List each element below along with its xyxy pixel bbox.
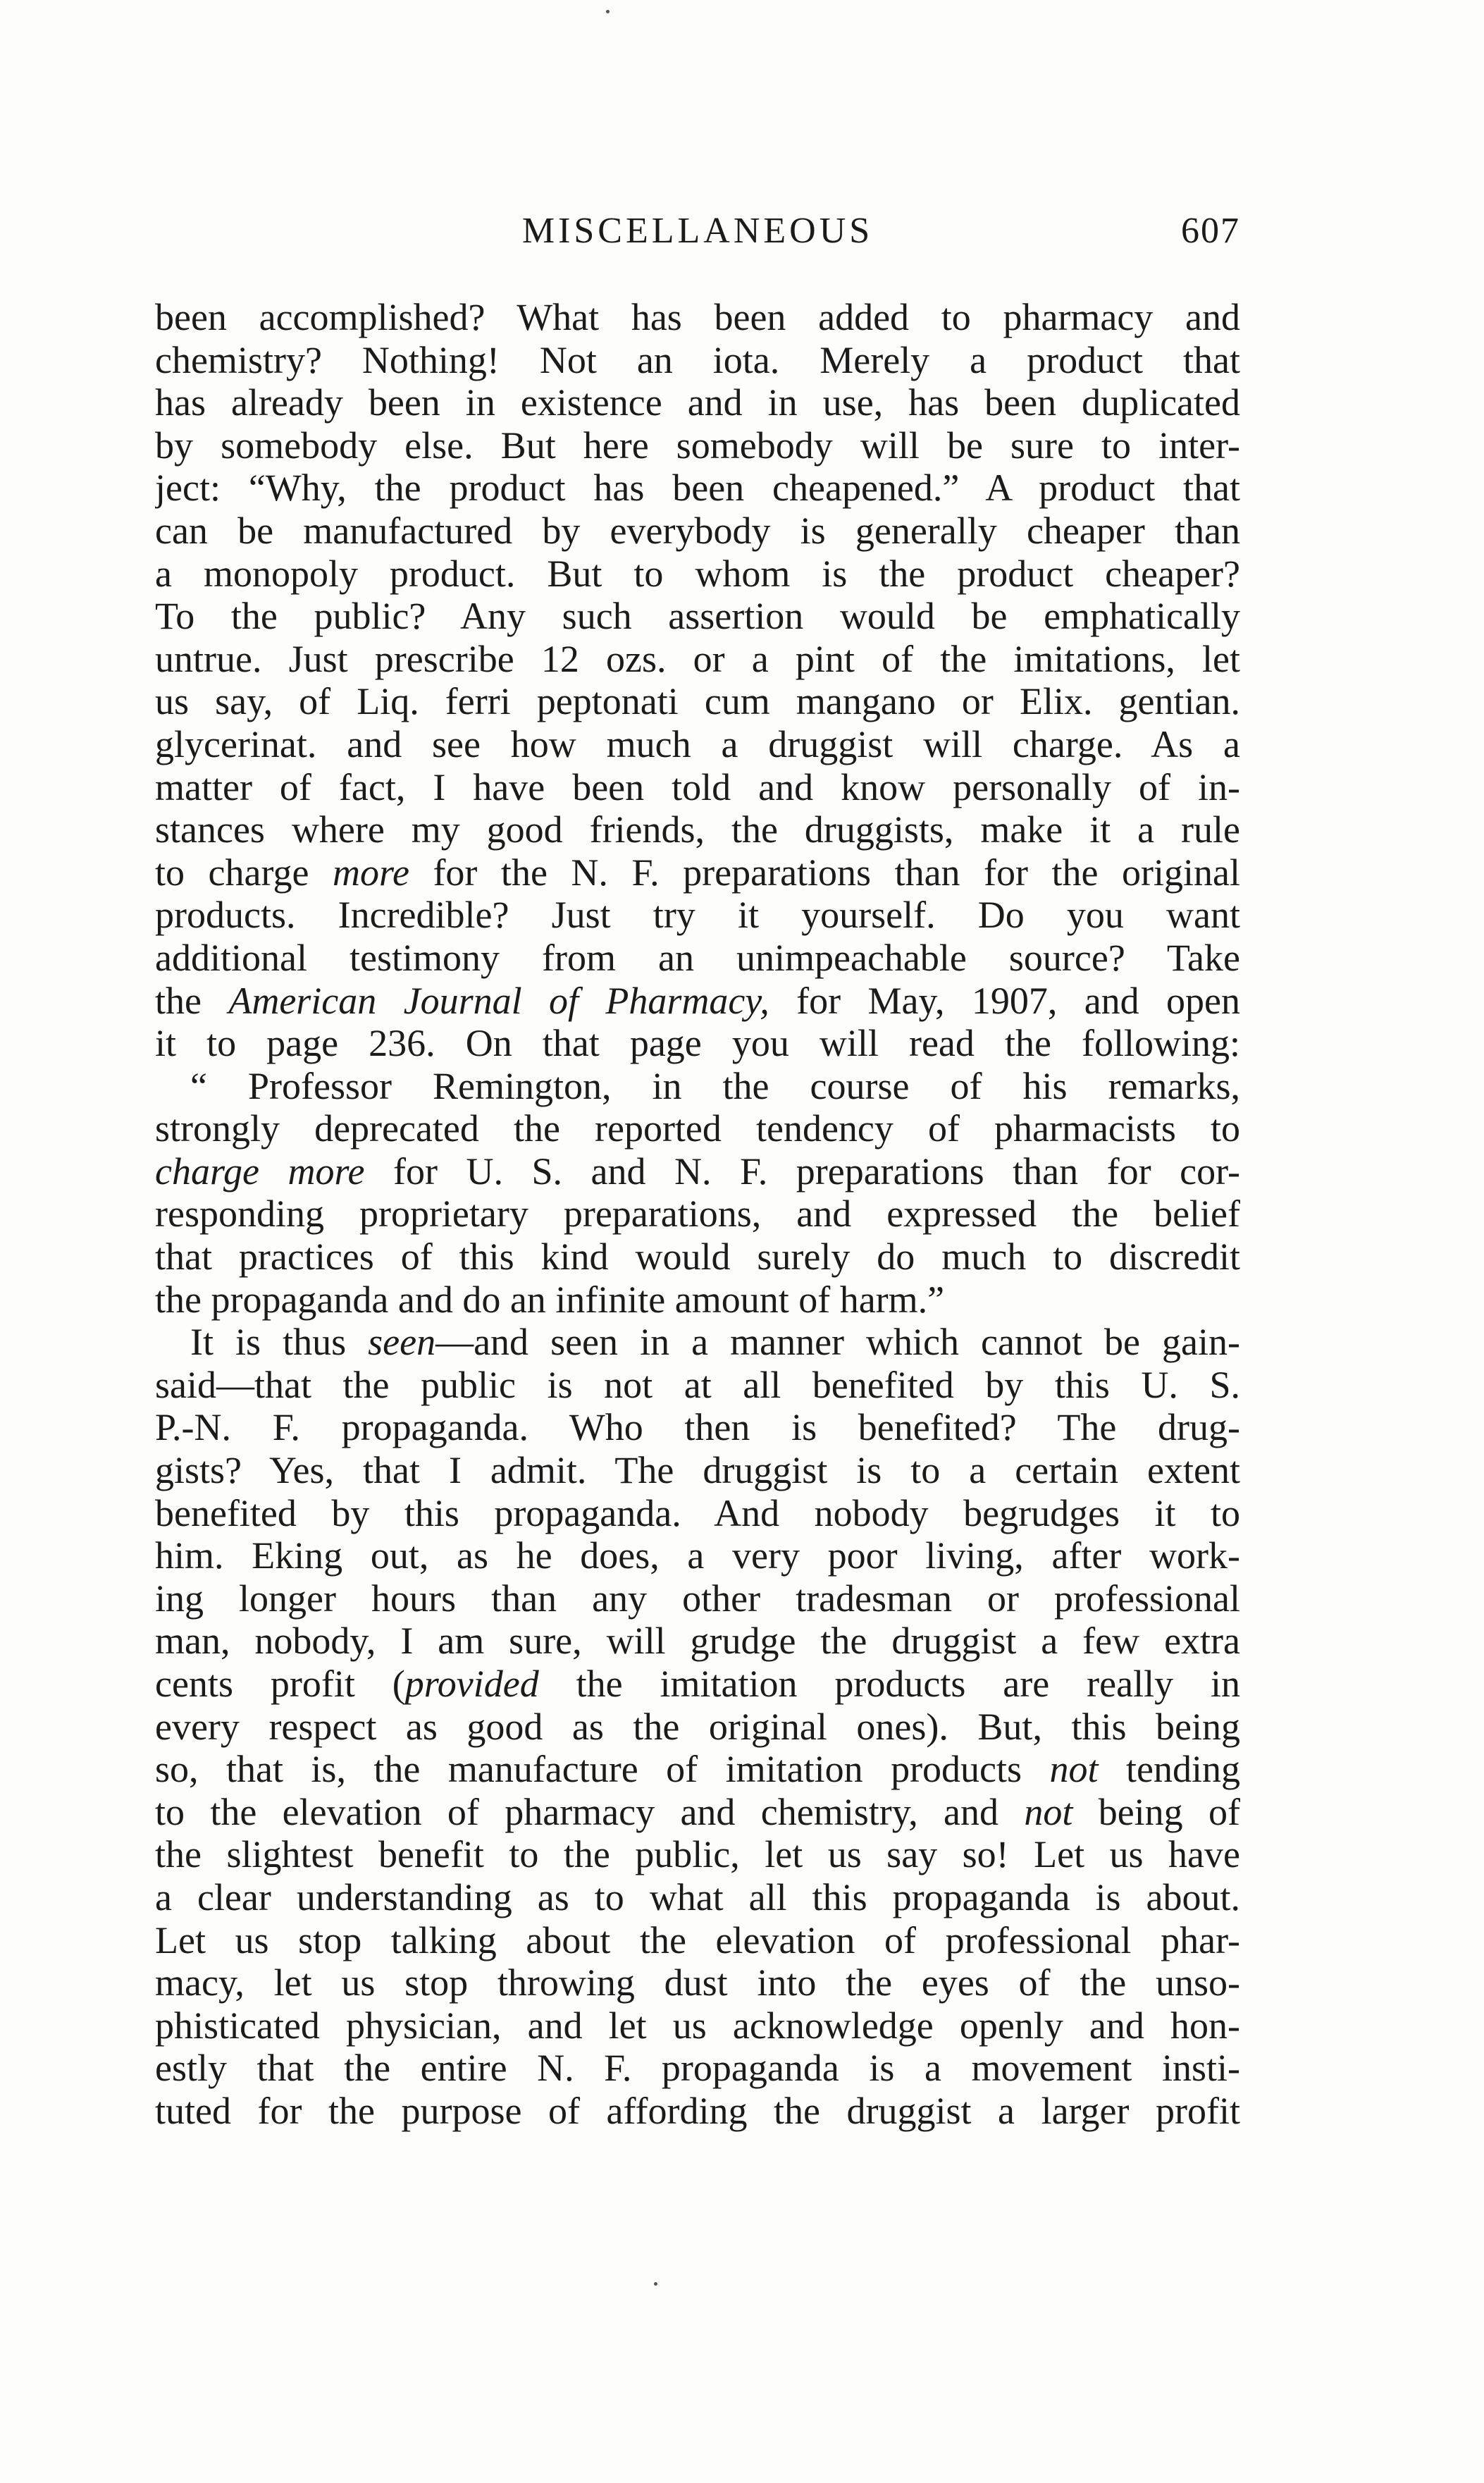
text-line: P.-N. F. propaganda. Who then is benefited? The drug- xyxy=(155,1406,1240,1449)
text-line: has already been in existence and in use, has been duplicated xyxy=(155,381,1240,424)
text-line-with-italic xyxy=(155,1321,1240,1364)
text-line: products. Incredible? Just try it yourself. Do you want xyxy=(155,894,1240,937)
text-line: To the public? Any such assertion would be emphatically xyxy=(155,595,1240,638)
scan-speck xyxy=(606,10,610,13)
text-line: ject: “Why, the product has been cheapened.” A product that xyxy=(155,467,1240,510)
text-line: phisticated physician, and let us acknowledge openly and hon- xyxy=(155,2004,1240,2047)
italic-segment: charge more xyxy=(155,1150,365,1193)
text-line: said—that the public is not at all benefited by this U. S. xyxy=(155,1363,1240,1406)
text-line: glycerinat. and see how much a druggist will charge. As a xyxy=(155,722,1240,765)
italic-segment: not xyxy=(1049,1748,1099,1791)
text-segment: for May, 1907, and open xyxy=(769,979,1240,1022)
text-line: Let us stop talking about the elevation of professional phar- xyxy=(155,1918,1240,1961)
text-line-with-italic xyxy=(155,1791,1240,1834)
quote-line: that practices of this kind would surely do much to discredit xyxy=(155,1236,1240,1279)
text-line: by somebody else. But here somebody will be sure to inter- xyxy=(155,424,1240,467)
body-text xyxy=(155,296,1240,2133)
text-segment: for the N. F. preparations than for the original xyxy=(409,851,1240,894)
text-segment: the xyxy=(155,979,229,1022)
text-line: chemistry? Nothing! Not an iota. Merely a product that xyxy=(155,338,1240,381)
text-line: him. Eking out, as he does, a very poor living, after work- xyxy=(155,1534,1240,1577)
text-line: a monopoly product. But to whom is the product cheaper? xyxy=(155,552,1240,595)
text-segment: the imitation products are really in xyxy=(538,1663,1240,1705)
text-segment: cents profit ( xyxy=(155,1663,405,1705)
running-title: MISCELLANEOUS xyxy=(521,211,874,251)
quote-line-with-italic xyxy=(155,1150,1240,1193)
text-line: stances where my good friends, the druggists, make it a rule xyxy=(155,808,1240,851)
italic-segment: not xyxy=(1024,1790,1073,1833)
text-line-with-italic xyxy=(155,980,1240,1023)
text-segment: —and seen in a manner which cannot be gain- xyxy=(435,1321,1240,1364)
text-line: tuted for the purpose of affording the druggist a larger profit xyxy=(155,2089,1240,2132)
text-segment: to charge xyxy=(155,851,333,894)
running-head xyxy=(155,203,1240,259)
text-segment: tending xyxy=(1098,1748,1240,1791)
text-segment: for U. S. and N. F. preparations than for cor- xyxy=(364,1150,1240,1193)
page-number: 607 xyxy=(1181,211,1240,251)
italic-segment: provided xyxy=(404,1663,539,1705)
text-line-with-italic xyxy=(155,1663,1240,1706)
text-line: gists? Yes, that I admit. The druggist is to a certain extent xyxy=(155,1449,1240,1492)
text-line: every respect as good as the original ones). But, this being xyxy=(155,1705,1240,1748)
text-line: additional testimony from an unimpeachable source? Take xyxy=(155,936,1240,979)
text-line: the slightest benefit to the public, let us say so! Let us have xyxy=(155,1833,1240,1876)
text-line-with-italic xyxy=(155,1748,1240,1791)
text-segment: It is thus xyxy=(190,1321,369,1364)
quote-line: responding proprietary preparations, and expressed the belief xyxy=(155,1193,1240,1236)
scan-speck xyxy=(654,2282,657,2286)
text-segment: to the elevation of pharmacy and chemistry, and xyxy=(155,1790,1025,1833)
text-line: a clear understanding as to what all this propaganda is about. xyxy=(155,1875,1240,1918)
text-line: ing longer hours than any other tradesman or professional xyxy=(155,1577,1240,1620)
quote-line: “ Professor Remington, in the course of his remarks, xyxy=(190,1064,1240,1107)
quote-line: the propaganda and do an infinite amount of harm.” xyxy=(155,1278,945,1321)
text-line: been accomplished? What has been added to pharmacy and xyxy=(155,296,1240,338)
text-line-with-italic xyxy=(155,851,1240,894)
text-line: it to page 236. On that page you will read the following: xyxy=(155,1022,1240,1065)
text-segment: so, that is, the manufacture of imitation products xyxy=(155,1748,1050,1791)
text-line: macy, let us stop throwing dust into the eyes of the unso- xyxy=(155,1961,1240,2004)
text-segment: being of xyxy=(1072,1790,1240,1833)
text-line: us say, of Liq. ferri peptonati cum mangano or Elix. gentian. xyxy=(155,680,1240,723)
text-line: benefited by this propaganda. And nobody begrudges it to xyxy=(155,1491,1240,1534)
italic-journal-title: American Journal of Pharmacy, xyxy=(228,979,769,1022)
text-line: man, nobody, I am sure, will grudge the druggist a few extra xyxy=(155,1620,1240,1663)
italic-segment: more xyxy=(332,851,409,894)
text-line: matter of fact, I have been told and know personally of in- xyxy=(155,765,1240,808)
italic-segment: seen xyxy=(368,1321,436,1364)
text-line: estly that the entire N. F. propaganda is a movement insti- xyxy=(155,2047,1240,2090)
text-line: can be manufactured by everybody is generally cheaper than xyxy=(155,509,1240,552)
text-line: untrue. Just prescribe 12 ozs. or a pint of the imitations, let xyxy=(155,637,1240,680)
quote-line: strongly deprecated the reported tendency of pharmacists to xyxy=(155,1107,1240,1150)
